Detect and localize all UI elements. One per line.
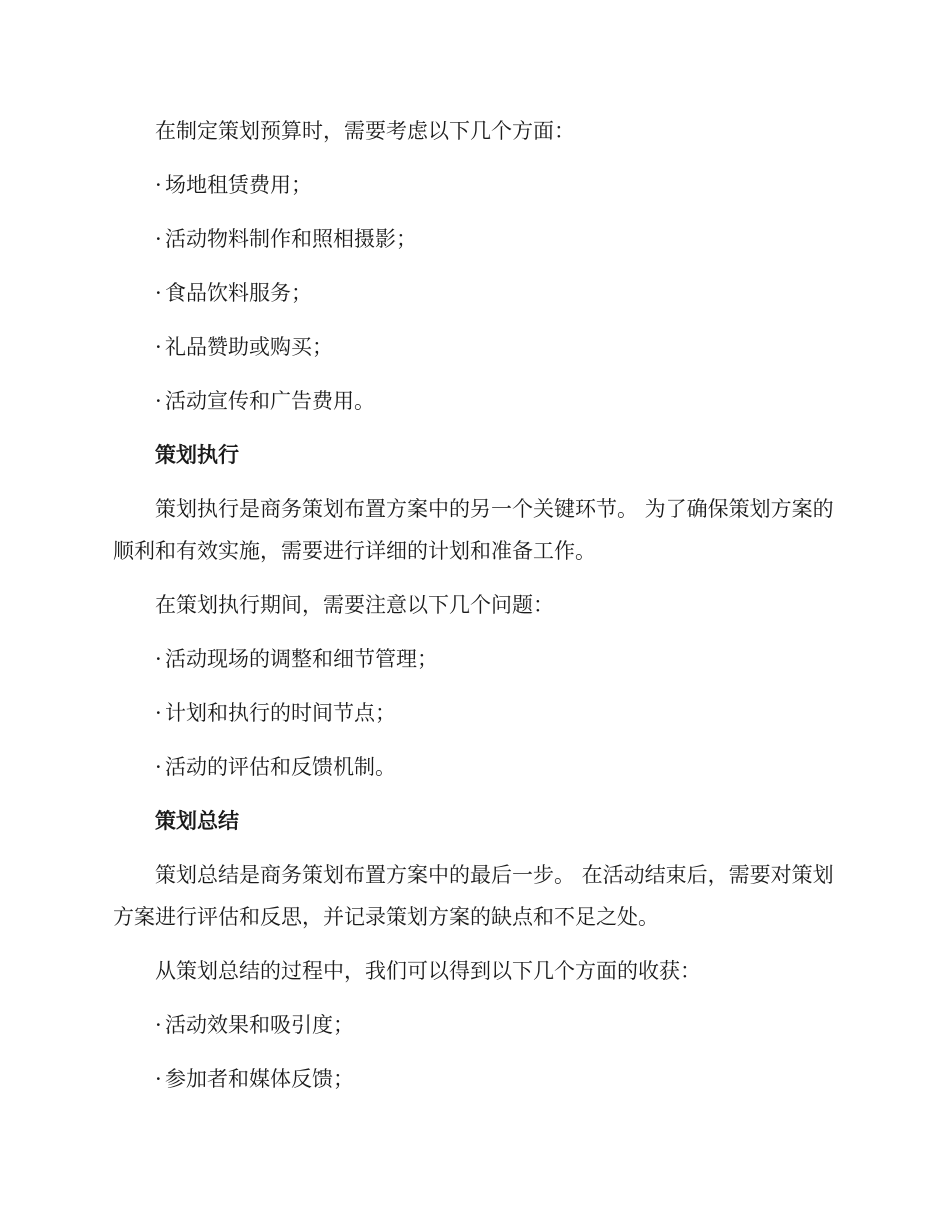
bullet-text: 活动现场的调整和细节管理； [165, 647, 438, 671]
bullet-text: 参加者和媒体反馈； [165, 1067, 354, 1091]
paragraph: 在策划执行期间，需要注意以下几个问题： [155, 593, 554, 617]
document-body [113, 110, 838, 1112]
bullet-item [113, 164, 838, 206]
bullet-dot: · [155, 701, 162, 725]
bullet-text: 礼品赞助或购买； [165, 335, 333, 359]
bullet-dot: · [155, 335, 162, 359]
bullet-dot: · [155, 647, 162, 671]
bullet-dot: · [155, 1013, 162, 1037]
bullet-item [113, 1058, 838, 1100]
bullet-item [113, 746, 838, 788]
bullet-dot: · [155, 1067, 162, 1091]
bullet-item [113, 272, 838, 314]
bullet-item [113, 692, 838, 734]
bullet-item [113, 1004, 838, 1046]
bullet-text: 活动宣传和广告费用。 [165, 389, 375, 413]
paragraph: 策划执行是商务策划布置方案中的另一个关键环节。 为了确保策划方案的顺利和有效实施，需要进行详细的计划和准备工作。 [113, 497, 834, 563]
bullet-text: 食品饮料服务； [165, 281, 312, 305]
bullet-text: 场地租赁费用； [165, 173, 312, 197]
bullet-text: 计划和执行的时间节点； [165, 701, 396, 725]
bullet-text: 活动效果和吸引度； [165, 1013, 354, 1037]
bullet-item [113, 218, 838, 260]
section-heading: 策划执行 [155, 443, 239, 467]
bullet-dot: · [155, 389, 162, 413]
paragraph: 从策划总结的过程中，我们可以得到以下几个方面的收获： [155, 959, 701, 983]
bullet-dot: · [155, 755, 162, 779]
bullet-item [113, 326, 838, 368]
bullet-dot: · [155, 227, 162, 251]
bullet-text: 活动的评估和反馈机制。 [165, 755, 396, 779]
paragraph: 策划总结是商务策划布置方案中的最后一步。 在活动结束后，需要对策划方案进行评估和反思，并记录策划方案的缺点和不足之处。 [113, 863, 834, 929]
paragraph: 在制定策划预算时，需要考虑以下几个方面： [155, 119, 575, 143]
bullet-item [113, 638, 838, 680]
section-heading: 策划总结 [155, 809, 239, 833]
bullet-text: 活动物料制作和照相摄影； [165, 227, 417, 251]
bullet-dot: · [155, 281, 162, 305]
bullet-item [113, 380, 838, 422]
bullet-dot: · [155, 173, 162, 197]
